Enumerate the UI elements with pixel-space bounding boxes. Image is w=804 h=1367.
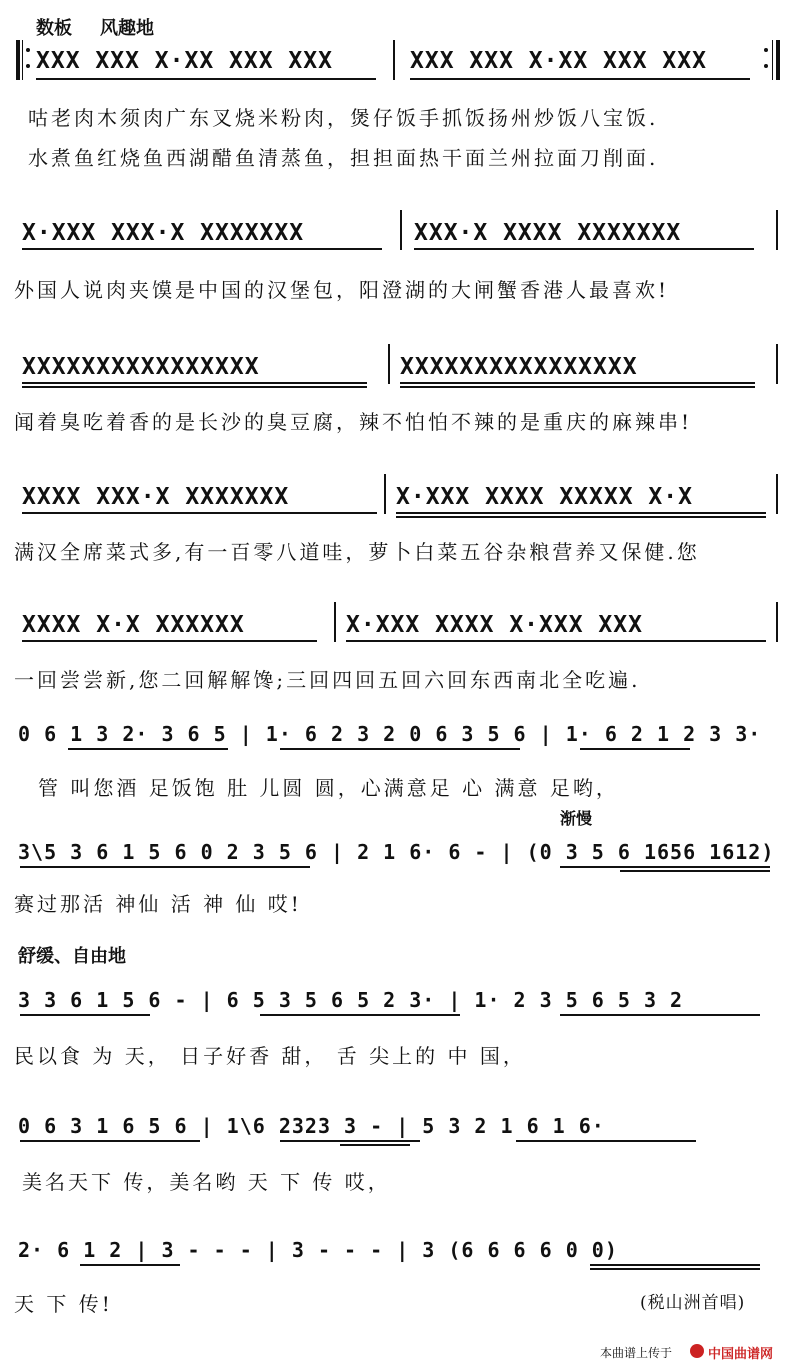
tempo-change-label: 渐慢 xyxy=(560,809,593,828)
jianpu-notes: 3\5 3 6 1 5 6 0 2 3 5 6 | 2 1 6· 6 - | (0 3 5 6 1656 1612) xyxy=(18,840,775,864)
barline xyxy=(384,474,386,514)
rhythm-notes: XXXXXXXXXXXXXXXX xyxy=(400,354,638,380)
lyric-line: 民以食 为 天， 日子好香 甜， 舌 尖上的 中 国， xyxy=(14,1044,526,1068)
rhythm-notes: XXXX XXX·X XXXXXXX xyxy=(22,484,290,510)
jianpu-notes: 3 3 6 1 5 6 - | 6 5 3 5 6 5 2 3· | 1· 2 3 5 6 5 3 2 xyxy=(18,988,684,1012)
lyric-line: 满汉全席菜式多,有一百零八道哇，萝卜白菜五谷杂粮营养又保健.您 xyxy=(14,540,700,564)
barline xyxy=(393,40,395,80)
lyric-line: 咕老肉木须肉广东叉烧米粉肉，煲仔饭手抓饭扬州炒饭八宝饭. xyxy=(28,106,659,130)
lyric-line: 外国人说肉夹馍是中国的汉堡包，阳澄湖的大闸蟹香港人最喜欢! xyxy=(14,278,670,302)
lyric-line: 美名天下 传，美名哟 天 下 传 哎， xyxy=(22,1170,391,1194)
barline xyxy=(388,344,390,384)
lyric-line: 一回尝尝新,您二回解解馋;三回四回五回六回东西南北全吃遍. xyxy=(14,668,641,692)
rhythm-notes: X·XXX XXXX X·XXX XXX xyxy=(346,612,643,638)
section-label: 舒缓、自由地 xyxy=(18,946,126,967)
jianpu-notes: 0 6 1 3 2· 3 6 5 | 1· 6 2 3 2 0 6 3 5 6 | 1· 6 2 1 2 3 3· xyxy=(18,722,762,746)
tempo-style: 风趣地 xyxy=(100,18,154,39)
rhythm-notes: X·XXX XXX·X XXXXXXX xyxy=(22,220,305,246)
lyric-line: 闻着臭吃着香的是长沙的臭豆腐，辣不怕怕不辣的是重庆的麻辣串! xyxy=(14,410,693,434)
barline xyxy=(400,210,402,250)
barline xyxy=(776,210,778,250)
repeat-end xyxy=(772,40,773,80)
barline xyxy=(776,344,778,384)
site-logo-icon xyxy=(690,1344,704,1358)
site-brand[interactable]: 中国曲谱网 xyxy=(708,1347,774,1362)
jianpu-notes: 2· 6 1 2 | 3 - - - | 3 - - - | 3 (6 6 6 6 0 0) xyxy=(18,1238,618,1262)
rhythm-notes: XXXX X·X XXXXXX xyxy=(22,612,245,638)
jianpu-notes: 0 6 3 1 6 5 6 | 1\6 2323 3 - | 5 3 2 1 6 1 6· xyxy=(18,1114,605,1138)
upload-note: 本曲谱上传于 xyxy=(600,1346,673,1360)
rhythm-notes: XXX XXX X·XX XXX XXX xyxy=(410,48,707,74)
rhythm-notes: X·XXX XXXX XXXXX X·X xyxy=(396,484,693,510)
barline xyxy=(776,474,778,514)
lyric-line: 赛过那活 神仙 活 神 仙 哎! xyxy=(14,892,302,916)
lyric-line: 天 下 传! xyxy=(14,1292,113,1316)
rhythm-notes: XXXXXXXXXXXXXXXX xyxy=(22,354,260,380)
tempo-mode: 数板 xyxy=(36,18,72,39)
barline xyxy=(334,602,336,642)
repeat-start xyxy=(16,40,20,80)
performer-credit: (税山洲首唱) xyxy=(640,1293,746,1313)
lyric-line: 管 叫您酒 足饭饱 肚 儿圆 圆，心满意足 心 满意 足哟， xyxy=(38,776,619,800)
lyric-line: 水煮鱼红烧鱼西湖醋鱼清蒸鱼，担担面热干面兰州拉面刀削面. xyxy=(28,146,659,170)
rhythm-notes: XXX·X XXXX XXXXXXX xyxy=(414,220,682,246)
barline xyxy=(776,602,778,642)
rhythm-notes: XXX XXX X·XX XXX XXX xyxy=(36,48,333,74)
